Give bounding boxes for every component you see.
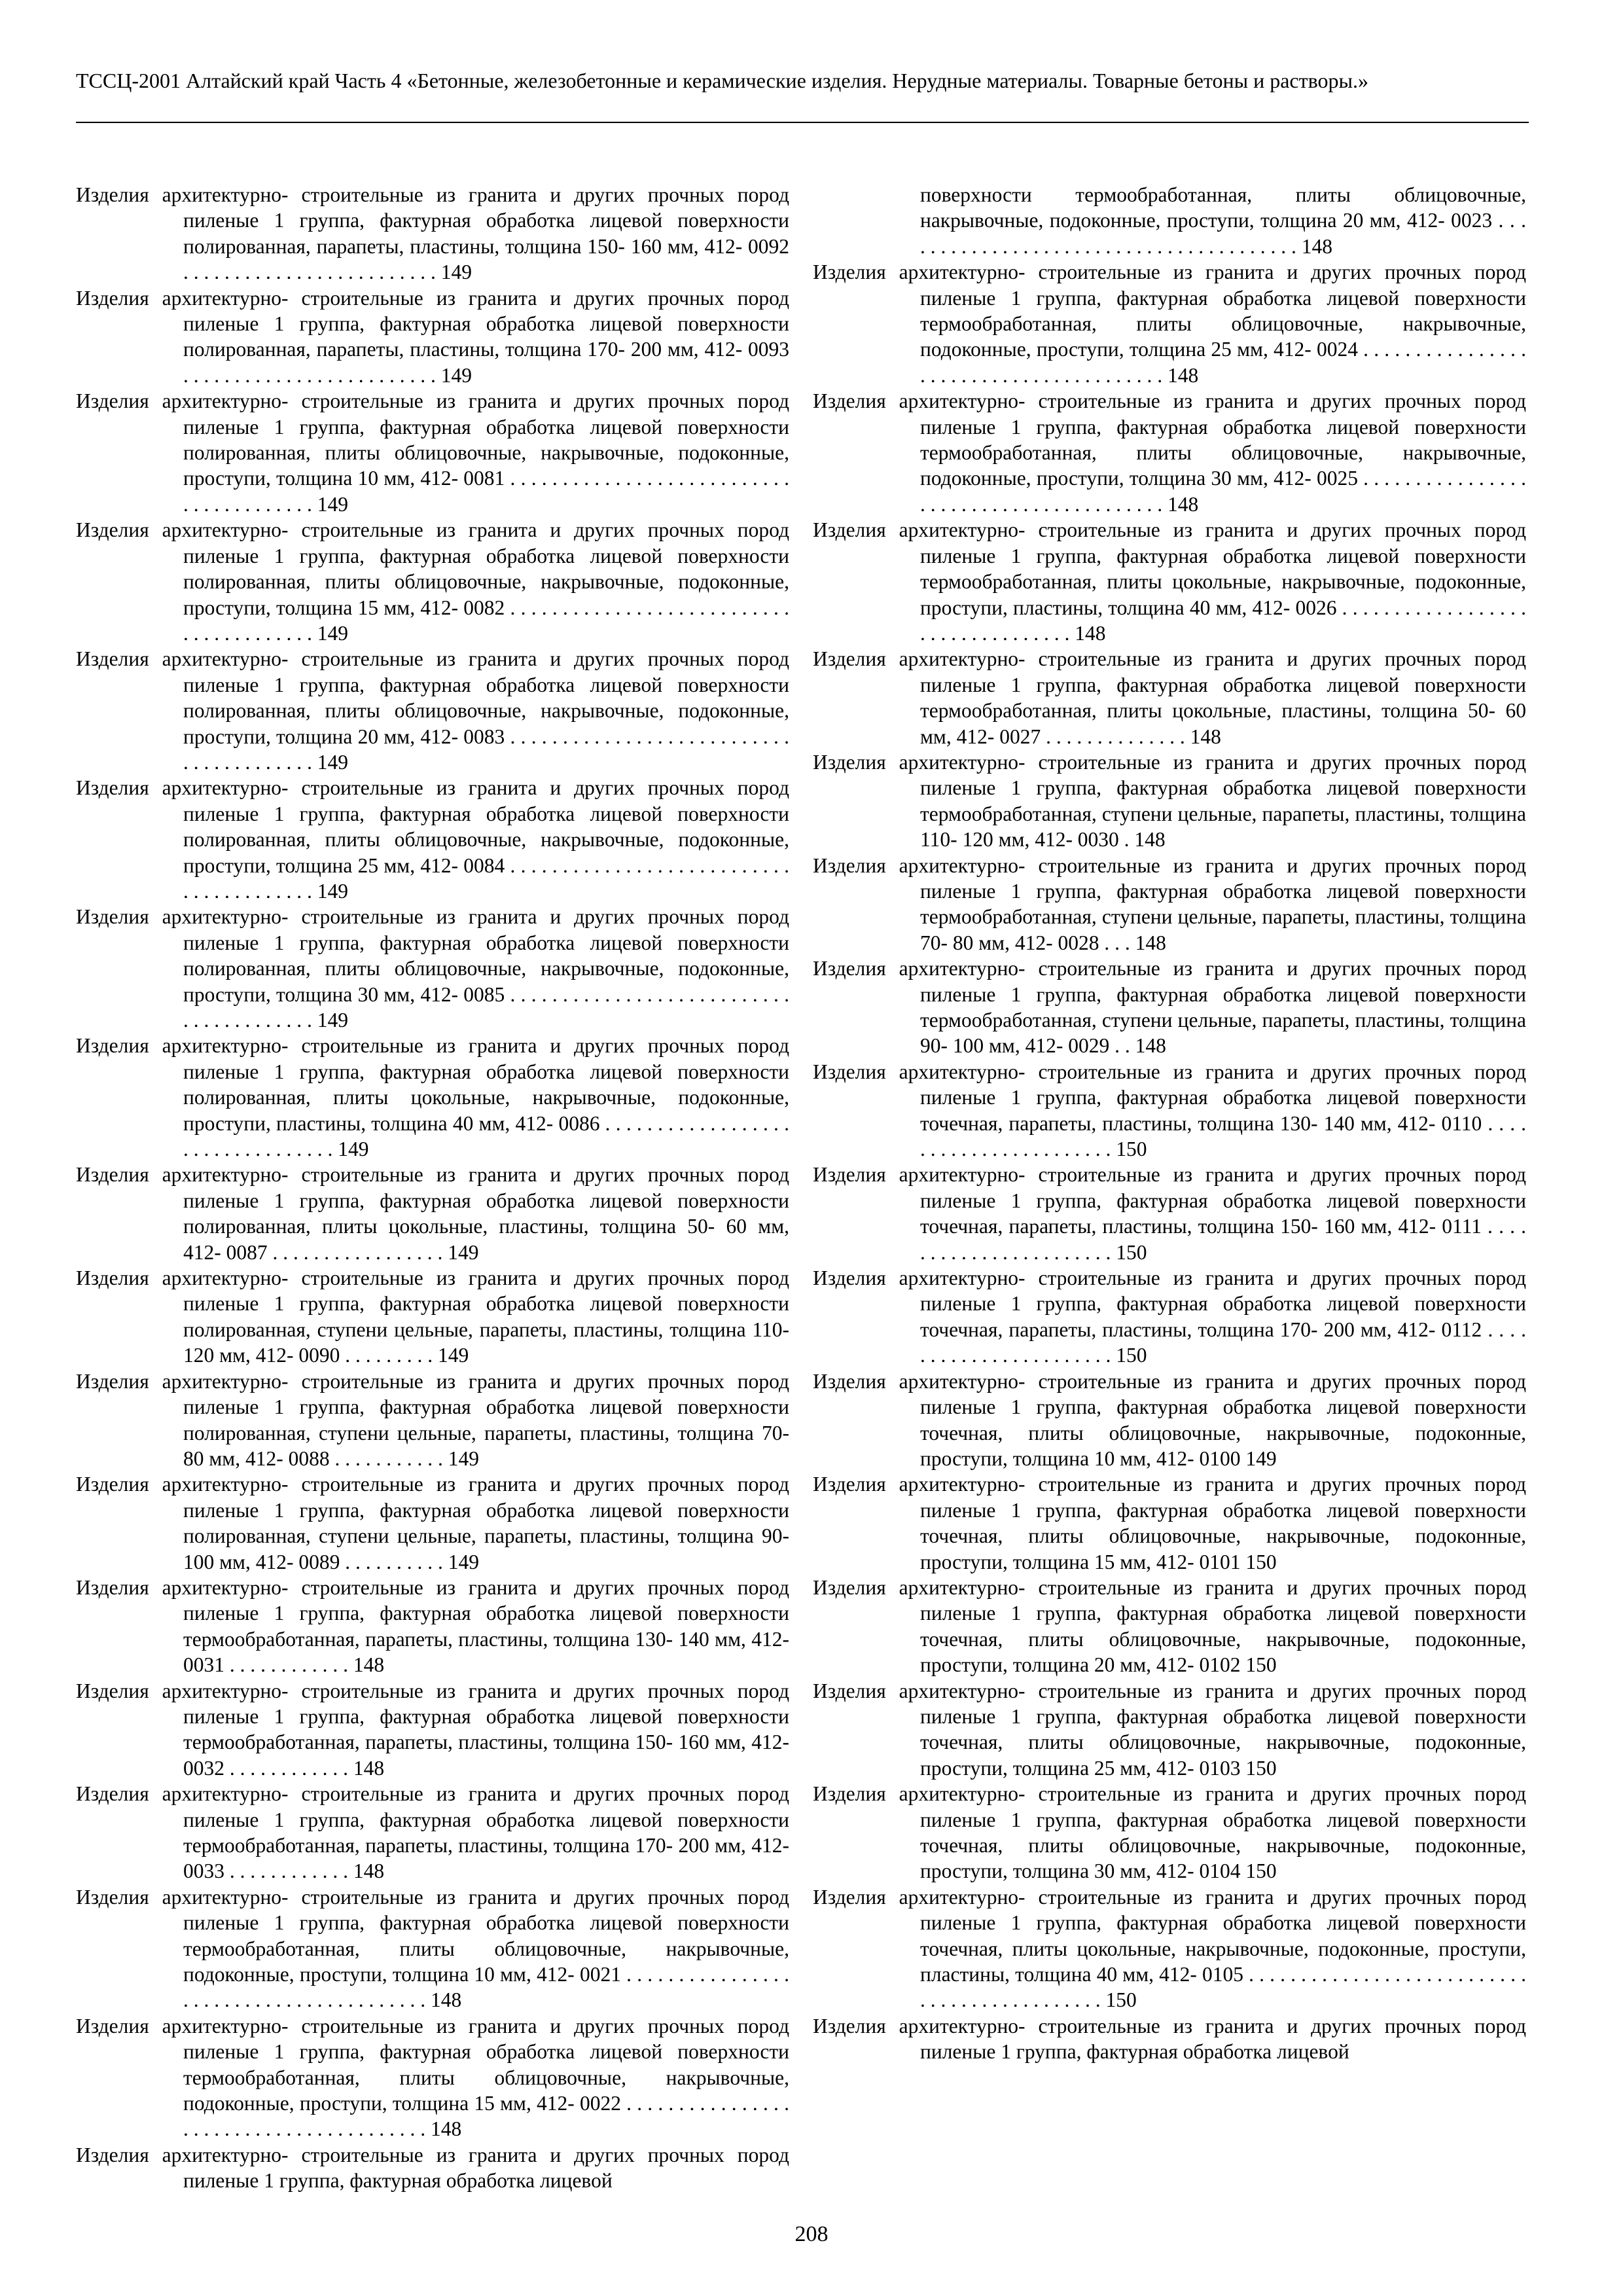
index-entry: Изделия архитектурно- строительные из гранита и других прочных пород пиленые 1 группа, фактурная обработка лицевой поверхности полированная, плиты цокольные, пластины, толщина 50- 60 мм, 412- 0087 . . . . . . . . . . . . . . . . . 149: [76, 1163, 789, 1264]
index-entry: Изделия архитектурно- строительные из гранита и других прочных пород пиленые 1 группа, фактурная обработка лицевой поверхности полированная, ступени цельные, парапеты, пластины, толщина 90- 100 мм, 412- 0089 . . . . . . . . . . 149: [76, 1473, 789, 1573]
index-entry: Изделия архитектурно- строительные из гранита и других прочных пород пиленые 1 группа, фактурная обработка лицевой поверхности точечная, плиты облицовочные, накрывочные, подоконные, проступи, толщина 30 мм, 412- 0104 150: [813, 1782, 1526, 1883]
index-entry: Изделия архитектурно- строительные из гранита и других прочных пород пиленые 1 группа, фактурная обработка лицевой поверхности термообработанная, плиты облицовочные, накрывочные, подоконные, проступи, толщина 25 мм, 412- 0024 . . . . . . . . . . . . . . . . . . . . . . . . . . . . . . . . . . . . . . . . 148: [813, 260, 1526, 387]
index-entry: Изделия архитектурно- строительные из гранита и других прочных пород пиленые 1 группа, фактурная обработка лицевой поверхности полированная, плиты цокольные, накрывочные, подоконные, проступи, пластины, толщина 40 мм, 412- 0086 . . . . . . . . . . . . . . . . . . . . . . . . . . . . . . . . . 149: [76, 1034, 789, 1161]
index-entry: Изделия архитектурно- строительные из гранита и других прочных пород пиленые 1 группа, фактурная обработка лицевой поверхности термообработанная, плиты цокольные, накрывочные, подоконные, проступи, пластины, толщина 40 мм, 412- 0026 . . . . . . . . . . . . . . . . . . . . . . . . . . . . . . . . . 148: [813, 518, 1526, 645]
index-entry: Изделия архитектурно- строительные из гранита и других прочных пород пиленые 1 группа, фактурная обработка лицевой поверхности точечная, парапеты, пластины, толщина 130- 140 мм, 412- 0110 . . . . . . . . . . . . . . . . . . . . . . . 150: [813, 1060, 1526, 1161]
index-entry: Изделия архитектурно- строительные из гранита и других прочных пород пиленые 1 группа, фактурная обработка лицевой поверхности термообработанная, плиты облицовочные, накрывочные, подоконные, проступи, толщина 15 мм, 412- 0022 . . . . . . . . . . . . . . . . . . . . . . . . . . . . . . . . . . . . . . . . 148: [76, 2014, 789, 2141]
index-entry: Изделия архитектурно- строительные из гранита и других прочных пород пиленые 1 группа, фактурная обработка лицевой поверхности термообработанная, ступени цельные, парапеты, пластины, толщина 110- 120 мм, 412- 0030 . 148: [813, 750, 1526, 852]
index-entry: Изделия архитектурно- строительные из гранита и других прочных пород пиленые 1 группа, фактурная обработка лицевой поверхности термообработанная, плиты облицовочные, накрывочные, подоконные, проступи, толщина 10 мм, 412- 0021 . . . . . . . . . . . . . . . . . . . . . . . . . . . . . . . . . . . . . . . . 148: [76, 1885, 789, 2012]
index-entry: Изделия архитектурно- строительные из гранита и других прочных пород пиленые 1 группа, фактурная обработка лицевой поверхности термообработанная, парапеты, пластины, толщина 170- 200 мм, 412- 0033 . . . . . . . . . . . . 148: [76, 1782, 789, 1883]
index-entry: Изделия архитектурно- строительные из гранита и других прочных пород пиленые 1 группа, фактурная обработка лицевой поверхности точечная, плиты облицовочные, накрывочные, подоконные, проступи, толщина 20 мм, 412- 0102 150: [813, 1575, 1526, 1677]
index-entry: Изделия архитектурно- строительные из гранита и других прочных пород пиленые 1 группа, фактурная обработка лицевой поверхности полированная, парапеты, пластины, толщина 170- 200 мм, 412- 0093 . . . . . . . . . . . . . . . . . . . . . . . . . 149: [76, 286, 789, 387]
index-entry: Изделия архитектурно- строительные из гранита и других прочных пород пиленые 1 группа, фактурная обработка лицевой поверхности полированная, ступени цельные, парапеты, пластины, толщина 70- 80 мм, 412- 0088 . . . . . . . . . . . 149: [76, 1369, 789, 1470]
index-entry: Изделия архитектурно- строительные из гранита и других прочных пород пиленые 1 группа, фактурная обработка лицевой поверхности точечная, плиты цокольные, накрывочные, подоконные, проступи, пластины, толщина 40 мм, 412- 0105 . . . . . . . . . . . . . . . . . . . . . . . . . . . . . . . . . . . . . . . . . . . . . 150: [813, 1885, 1526, 2012]
index-entry: Изделия архитектурно- строительные из гранита и других прочных пород пиленые 1 группа, фактурная обработка лицевой поверхности термообработанная, ступени цельные, парапеты, пластины, толщина 70- 80 мм, 412- 0028 . . . 148: [813, 853, 1526, 954]
index-entry: Изделия архитектурно- строительные из гранита и других прочных пород пиленые 1 группа, фактурная обработка лицевой: [76, 2143, 789, 2193]
index-entry: Изделия архитектурно- строительные из гранита и других прочных пород пиленые 1 группа, фактурная обработка лицевой поверхности точечная, плиты облицовочные, накрывочные, подоконные, проступи, толщина 10 мм, 412- 0100 149: [813, 1369, 1526, 1470]
index-entry: Изделия архитектурно- строительные из гранита и других прочных пород пиленые 1 группа, фактурная обработка лицевой поверхности точечная, плиты облицовочные, накрывочные, подоконные, проступи, толщина 15 мм, 412- 0101 150: [813, 1473, 1526, 1573]
index-entry: Изделия архитектурно- строительные из гранита и других прочных пород пиленые 1 группа, фактурная обработка лицевой поверхности термообработанная, парапеты, пластины, толщина 130- 140 мм, 412- 0031 . . . . . . . . . . . . 148: [76, 1575, 789, 1677]
index-entry: Изделия архитектурно- строительные из гранита и других прочных пород пиленые 1 группа, фактурная обработка лицевой поверхности полированная, плиты облицовочные, накрывочные, подоконные, проступи, толщина 10 мм, 412- 0081 . . . . . . . . . . . . . . . . . . . . . . . . . . . . . . . . . . . . . . . . 149: [76, 389, 789, 516]
index-entry: Изделия архитектурно- строительные из гранита и других прочных пород пиленые 1 группа, фактурная обработка лицевой поверхности полированная, плиты облицовочные, накрывочные, подоконные, проступи, толщина 30 мм, 412- 0085 . . . . . . . . . . . . . . . . . . . . . . . . . . . . . . . . . . . . . . . . 149: [76, 905, 789, 1031]
index-entry: Изделия архитектурно- строительные из гранита и других прочных пород пиленые 1 группа, фактурная обработка лицевой поверхности полированная, плиты облицовочные, накрывочные, подоконные, проступи, толщина 25 мм, 412- 0084 . . . . . . . . . . . . . . . . . . . . . . . . . . . . . . . . . . . . . . . . 149: [76, 776, 789, 903]
index-entry: Изделия архитектурно- строительные из гранита и других прочных пород пиленые 1 группа, фактурная обработка лицевой поверхности полированная, парапеты, пластины, толщина 150- 160 мм, 412- 0092 . . . . . . . . . . . . . . . . . . . . . . . . . 149: [76, 183, 789, 284]
index-entry: Изделия архитектурно- строительные из гранита и других прочных пород пиленые 1 группа, фактурная обработка лицевой поверхности точечная, парапеты, пластины, толщина 170- 200 мм, 412- 0112 . . . . . . . . . . . . . . . . . . . . . . . 150: [813, 1266, 1526, 1367]
index-entry: Изделия архитектурно- строительные из гранита и других прочных пород пиленые 1 группа, фактурная обработка лицевой поверхности точечная, парапеты, пластины, толщина 150- 160 мм, 412- 0111 . . . . . . . . . . . . . . . . . . . . . . . 150: [813, 1163, 1526, 1264]
index-entry: Изделия архитектурно- строительные из гранита и других прочных пород пиленые 1 группа, фактурная обработка лицевой поверхности термообработанная, ступени цельные, парапеты, пластины, толщина 90- 100 мм, 412- 0029 . . 148: [813, 957, 1526, 1058]
running-header: ТССЦ-2001 Алтайский край Часть 4 «Бетонные, железобетонные и керамические изделия. Нерудные материалы. Товарные бетоны и растворы.»: [76, 69, 1368, 92]
index-entry: Изделия архитектурно- строительные из гранита и других прочных пород пиленые 1 группа, фактурная обработка лицевой поверхности полированная, плиты облицовочные, накрывочные, подоконные, проступи, толщина 20 мм, 412- 0083 . . . . . . . . . . . . . . . . . . . . . . . . . . . . . . . . . . . . . . . . 149: [76, 647, 789, 774]
index-entry: Изделия архитектурно- строительные из гранита и других прочных пород пиленые 1 группа, фактурная обработка лицевой поверхности термообработанная, плиты облицовочные, накрывочные, подоконные, проступи, толщина 30 мм, 412- 0025 . . . . . . . . . . . . . . . . . . . . . . . . . . . . . . . . . . . . . . . . 148: [813, 389, 1526, 516]
index-column-left: [76, 182, 789, 2194]
index-entry: Изделия архитектурно- строительные из гранита и других прочных пород пиленые 1 группа, фактурная обработка лицевой поверхности термообработанная, парапеты, пластины, толщина 150- 160 мм, 412- 0032 . . . . . . . . . . . . 148: [76, 1679, 789, 1780]
header-rule: [76, 122, 1529, 123]
index-entry: Изделия архитектурно- строительные из гранита и других прочных пород пиленые 1 группа, фактурная обработка лицевой поверхности полированная, плиты облицовочные, накрывочные, подоконные, проступи, толщина 15 мм, 412- 0082 . . . . . . . . . . . . . . . . . . . . . . . . . . . . . . . . . . . . . . . . 149: [76, 518, 789, 645]
index-entry: Изделия архитектурно- строительные из гранита и других прочных пород пиленые 1 группа, фактурная обработка лицевой: [813, 2014, 1526, 2064]
index-entry: Изделия архитектурно- строительные из гранита и других прочных пород пиленые 1 группа, фактурная обработка лицевой поверхности полированная, ступени цельные, парапеты, пластины, толщина 110- 120 мм, 412- 0090 . . . . . . . . . 149: [76, 1266, 789, 1367]
index-column-right: [813, 182, 1526, 2065]
index-entry: поверхности термообработанная, плиты облицовочные, накрывочные, подоконные, проступи, толщина 20 мм, 412- 0023 . . . . . . . . . . . . . . . . . . . . . . . . . . . . . . . . . . . . . . . . 148: [920, 183, 1526, 258]
index-entry: Изделия архитектурно- строительные из гранита и других прочных пород пиленые 1 группа, фактурная обработка лицевой поверхности точечная, плиты облицовочные, накрывочные, подоконные, проступи, толщина 25 мм, 412- 0103 150: [813, 1679, 1526, 1780]
page-number: 208: [794, 2222, 829, 2246]
index-entry: Изделия архитектурно- строительные из гранита и других прочных пород пиленые 1 группа, фактурная обработка лицевой поверхности термообработанная, плиты цокольные, пластины, толщина 50- 60 мм, 412- 0027 . . . . . . . . . . . . . . 148: [813, 647, 1526, 748]
